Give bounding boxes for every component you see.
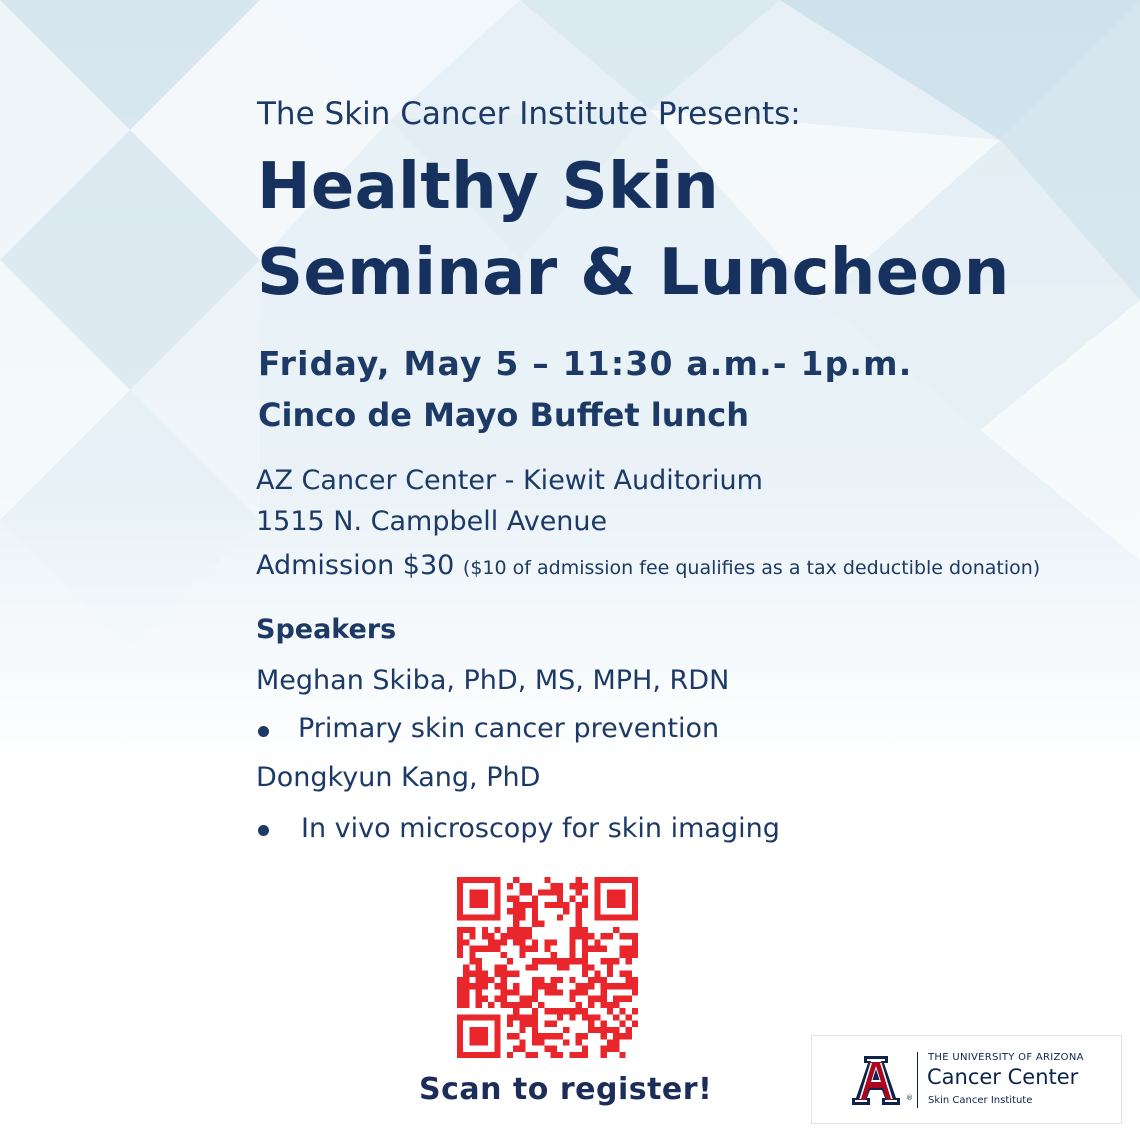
venue-name: AZ Cancer Center - Kiewit Auditorium — [256, 465, 763, 496]
speaker-topic: In vivo microscopy for skin imaging — [301, 813, 780, 844]
admission-note: ($10 of admission fee qualifies as a tax deductible donation) — [462, 557, 1041, 579]
presenter-line: The Skin Cancer Institute Presents: — [257, 96, 801, 132]
event-title-line1: Healthy Skin — [257, 150, 720, 224]
speaker-name: Dongkyun Kang, PhD — [256, 762, 541, 793]
logo-divider — [917, 1052, 918, 1108]
university-logo — [811, 1035, 1122, 1124]
lunch-info: Cinco de Mayo Buffet lunch — [258, 396, 750, 434]
speakers-heading: Speakers — [256, 614, 397, 645]
arizona-a-logo-icon — [848, 1052, 904, 1108]
logo-university: THE UNIVERSITY OF ARIZONA — [928, 1052, 1084, 1063]
logo-cancer-center: Cancer Center — [927, 1065, 1079, 1089]
bullet-dot — [258, 726, 269, 737]
speaker-topic: Primary skin cancer prevention — [298, 713, 720, 744]
admission-price: Admission $30 — [256, 550, 455, 581]
event-date-time: Friday, May 5 – 11:30 a.m.- 1p.m. — [258, 344, 913, 383]
admission-info — [256, 550, 1040, 581]
logo-institute: Skin Cancer Institute — [928, 1095, 1033, 1106]
speaker-name: Meghan Skiba, PhD, MS, MPH, RDN — [256, 665, 730, 696]
event-title-line2: Seminar & Luncheon — [257, 236, 1010, 310]
bullet-dot — [258, 825, 269, 836]
scan-to-register-label: Scan to register! — [419, 1072, 713, 1107]
registered-mark: ® — [906, 1094, 913, 1102]
registration-qr-code[interactable] — [457, 877, 638, 1058]
venue-address: 1515 N. Campbell Avenue — [256, 506, 608, 537]
